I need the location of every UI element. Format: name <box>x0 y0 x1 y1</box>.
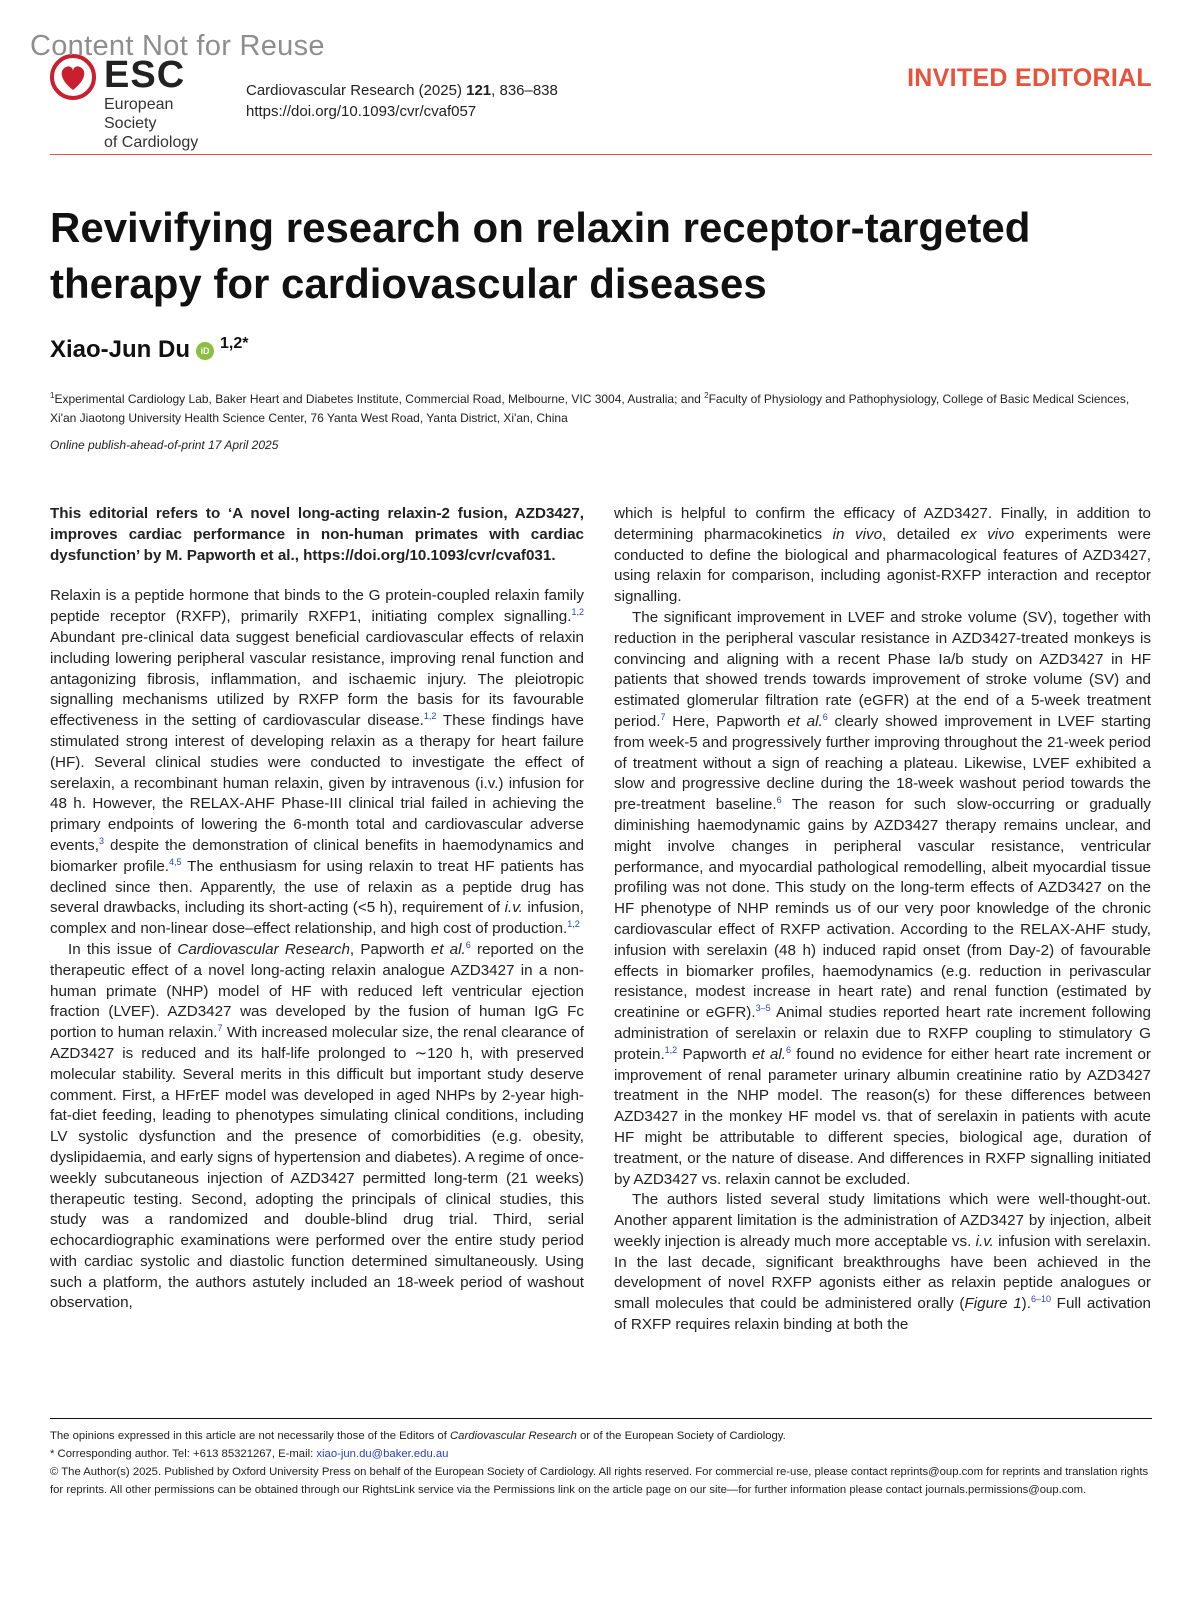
citation-ref[interactable]: 3–5 <box>755 1003 771 1014</box>
author: Xiao-Jun Du iD $^{1,2*}$ <box>50 335 249 363</box>
italic-text: Figure 1 <box>964 1295 1022 1313</box>
right-body <box>614 504 1151 1336</box>
text-run: Abundant pre-clinical data suggest beneficial cardiovascular effects of relaxin including lowering peripheral vascular resistance, improving renal function and antagonizing fibrosis, inflammation, and ischaemic injury. The pleiotropic signalling mechanisms utilized by RXFP form the basis for its favourable effectiveness in the setting of cardiovascular disease. <box>50 628 584 730</box>
body-paragraph <box>50 940 584 1314</box>
citation-ref[interactable]: 7 <box>217 1023 223 1034</box>
citation-ref[interactable]: 1,2 <box>423 711 437 722</box>
text-run: , detailed <box>882 525 961 543</box>
text-run: infusion, complex and non-linear dose–effect relationship, and high cost of production. <box>50 899 584 938</box>
text-run: , Papworth <box>349 940 431 958</box>
text-run: The significant improvement in LVEF and stroke volume (SV), together with reduction in the peripheral vascular resistance in AZD3427-treated monkeys is convincing and aligning with a recent Phase Ia/b study on AZD3427 in HF patients that showed trends towards improvement of stroke volume (SV) and estimated glomerular filtration rate (eGFR) at the end of a 5-week treatment period. <box>614 608 1151 730</box>
text-run: which is helpful to confirm the efficacy of AZD3427. Finally, in addition to determining pharmacokinetics <box>614 505 1151 543</box>
orcid-icon[interactable]: iD <box>196 342 214 360</box>
italic-text: in vivo <box>832 525 883 543</box>
affiliations: $^1$Experimental Cardiology Lab, Baker Heart and Diabetes Institute, Commercial Road, Melbourne, VIC 3004, Australia; and $^2$Faculty of Physiology and Pathophysiology, College of Basic Medical Sciences, Xi'an Jiaotong University Health Science Center, 76 Yanta West Road, Yanta District, Xi'an, China <box>50 391 1130 425</box>
refers-note: This editorial refers to ‘A novel long-acting relaxin-2 fusion, AZD3427, improves cardiac performance in non-human primates with cardiac dysfunction’ by M. Papworth et al., https://doi.org/10.1093/cvr/cvaf031. <box>50 505 584 564</box>
text-run: Animal studies reported heart rate increment following administration of serelaxin or relaxin due to RXFP coupling to stimulatory G protein. <box>614 1004 1151 1063</box>
text-run: Relaxin is a peptide hormone that binds to the G protein-coupled relaxin family peptide receptor (RXFP), primarily RXFP1, initiating complex signalling. <box>50 587 584 626</box>
citation-ref[interactable]: 6 <box>822 711 828 722</box>
left-body <box>50 586 584 1314</box>
italic-text: et al. <box>430 940 466 958</box>
footer-divider <box>50 1418 1152 1419</box>
body-paragraph <box>50 586 584 940</box>
text-run: The reason for such slow-occurring or gradually diminishing haemodynamic gains by AZD3427 therapy remains unclear, and might involve changes in peripheral vascular resistance, ventricular performance, and myocardial pathological remodelling, albeit myocardial tissue profiling was not done. This study on the long-term effects of AZD3427 on the HF phenotype of NHP reminds us of our very poor knowledge of the chronic cardiovascular effect of RXFP activation. According to the RELAX-AHF study, infusion with serelaxin (48 h) induced rapid onset (from Day-2) of favourable effects in biomarker profiles, haemodynamics (e.g. reduction in perivascular resistance, modest increase in heart rate) and renal function (estimated by creatinine or eGFR). <box>614 796 1151 1022</box>
citation-ref[interactable]: 1,2 <box>567 919 580 930</box>
text-run: infusion with serelaxin. In the last decade, significant breakthroughs have been achieved in the development of novel RXFP agonists either as relaxin peptide analogues or small molecules that could be administered orally ( <box>614 1232 1151 1313</box>
citation-ref[interactable]: 7 <box>660 711 666 722</box>
body-paragraph <box>614 608 1151 1190</box>
doi-link[interactable]: https://doi.org/10.1093/cvr/cvaf057 <box>246 103 477 120</box>
watermark: Content Not for Reuse <box>30 30 325 62</box>
citation-ref[interactable]: 1,2 <box>571 607 584 618</box>
citation-ref[interactable]: 3 <box>98 835 104 846</box>
left-column <box>50 504 584 1314</box>
italic-text: i.v. <box>975 1232 994 1250</box>
citation-ref[interactable]: 6 <box>776 795 782 806</box>
italic-text: et al. <box>787 712 823 730</box>
body-paragraph <box>614 504 1151 608</box>
citation-ref[interactable]: 4,5 <box>169 856 182 867</box>
text-run: In this issue of <box>68 940 178 958</box>
text-run: Full activation of RXFP requires relaxin binding at both the <box>614 1295 1151 1334</box>
text-run: Papworth <box>677 1045 752 1063</box>
italic-text: Cardiovascular Research <box>177 940 350 958</box>
italic-text: ex vivo <box>960 525 1015 543</box>
text-run: despite the demonstration of clinical benefits in haemodynamics and biomarker profile. <box>50 836 584 875</box>
logo-name: European Society of Cardiology <box>104 96 199 151</box>
article-type: INVITED EDITORIAL <box>907 64 1152 92</box>
text-run: The enthusiasm for using relaxin to treat HF patients has declined since then. Apparently, the use of relaxin as a peptide drug has several drawbacks, including its short-acting (<5 h), requirement of <box>50 857 585 917</box>
text-run: ). <box>1021 1295 1031 1313</box>
text-run: reported on the therapeutic effect of a novel long-acting relaxin analogue AZD3427 in a non-human primate (NHP) model of HF with reduced left ventricular ejection fraction (LVEF). AZD3427 was developed by the fusion of human IgG Fc portion to human relaxin. <box>50 940 584 1042</box>
text-run: clearly showed improvement in LVEF starting from week-5 and progressively further improving throughout the 21-week period of treatment without a sign of reaching a plateau. Likewise, LVEF exhibited a slow and progressive decline during the 18-week washout period towards the pre-treatment baseline. <box>614 712 1151 814</box>
text-run: found no evidence for either heart rate increment or improvement of renal parameter urinary albumin creatinine ratio by AZD3427 treatment in the NHP model. The reason(s) for these differences between AZD3427 in the monkey HF model vs. that of serelaxin in patients with acute HF might be attributable to different species, biological age, duration of treatment, or the nature of disease. And differences in RXFP signalling initiated by AZD3427 vs. relaxin cannot be excluded. <box>614 1045 1151 1188</box>
text-run: These findings have stimulated strong interest of developing relaxin as a therapy for heart failure (HF). Several clinical studies were conducted to investigate the effect of serelaxin, a recombinant human relaxin, given by intravenous (i.v.) infusion for 48 h. However, the RELAX-AHF Phase-III clinical trial failed in achieving the primary endpoints of lowering the 6-month total and cardiovascular adverse events, <box>50 712 584 854</box>
right-column <box>614 504 1151 1336</box>
logo-abbr: ESC <box>104 54 186 96</box>
esc-logo <box>50 50 230 151</box>
page-title: Revivifying research on relaxin receptor-targeted therapy for cardiovascular diseases <box>50 204 1031 307</box>
header-divider <box>50 154 1152 155</box>
text-run: The authors listed several study limitations which were well-thought-out. Another apparent limitation is the administration of AZD3427 by injection, albeit weekly injection is already much more acceptable vs. <box>614 1191 1151 1250</box>
email-link[interactable]: xiao-jun.du@baker.edu.au <box>316 1448 449 1460</box>
citation-ref[interactable]: 6 <box>785 1044 791 1055</box>
text-run: With increased molecular size, the renal clearance of AZD3427 is reduced and its half-life prolonged to ∼120 h, with preserved molecular stability. Several merits in this difficult but important study deserve comment. First, a HFrEF model was developed in aged NHPs by 2-year high-fat-diet feeding, leading to phenotypes simulating clinical conditions, including LV systolic dysfunction and the presence of comorbidities (e.g. obesity, dyslipidaemia, and early signs of hypertension and diabetes). A regime of once-weekly subcutaneous injection of AZD3427 permitted long-term (21 weeks) therapeutic testing. Second, adopting the principals of clinical studies, this study was a randomized and double-blind drug trial. Third, serial echocardiographic examinations were performed over the entire study period with cardiac systolic and diastolic function determined simultaneously. Using such a platform, the authors astutely included an 18-week period of washout observation, <box>50 1024 584 1312</box>
text-run: Here, Papworth <box>665 712 788 730</box>
citation-ref[interactable]: 1,2 <box>664 1044 678 1055</box>
citation-ref[interactable]: 6–10 <box>1030 1294 1051 1305</box>
italic-text: i.v. <box>504 899 523 917</box>
italic-text: et al. <box>751 1045 786 1063</box>
journal-citation: Cardiovascular Research (2025) 121, 836–838 https://doi.org/10.1093/cvr/cvaf057 <box>246 82 558 120</box>
text-run: experiments were conducted to define the biological and pharmacological features of AZD3427, using relaxin for comparison, including agonist-RXFP interaction and receptor signalling. <box>614 525 1151 606</box>
body-paragraph <box>614 1190 1151 1336</box>
online-date: Online publish-ahead-of-print 17 April 2025 <box>50 438 279 452</box>
citation-ref[interactable]: 6 <box>465 939 471 950</box>
footer: The opinions expressed in this article are not necessarily those of the Editors of Cardiovascular Research or of the European Society of Cardiology. * Corresponding author. Tel: +613 85321267, E-mail: xiao-jun.du@baker.edu.au © The Author(s) 2025. Published by Oxford University Press on behalf of the European Society of Cardiology. All rights reserved. For commercial re-use, please contact reprints@oup.com for reprints and translation rights for reprints. All other permissions can be obtained through our RightsLink service via the Permissions link on the article page on our site—for further information please contact journals.permissions@oup.com. <box>50 1430 1149 1496</box>
